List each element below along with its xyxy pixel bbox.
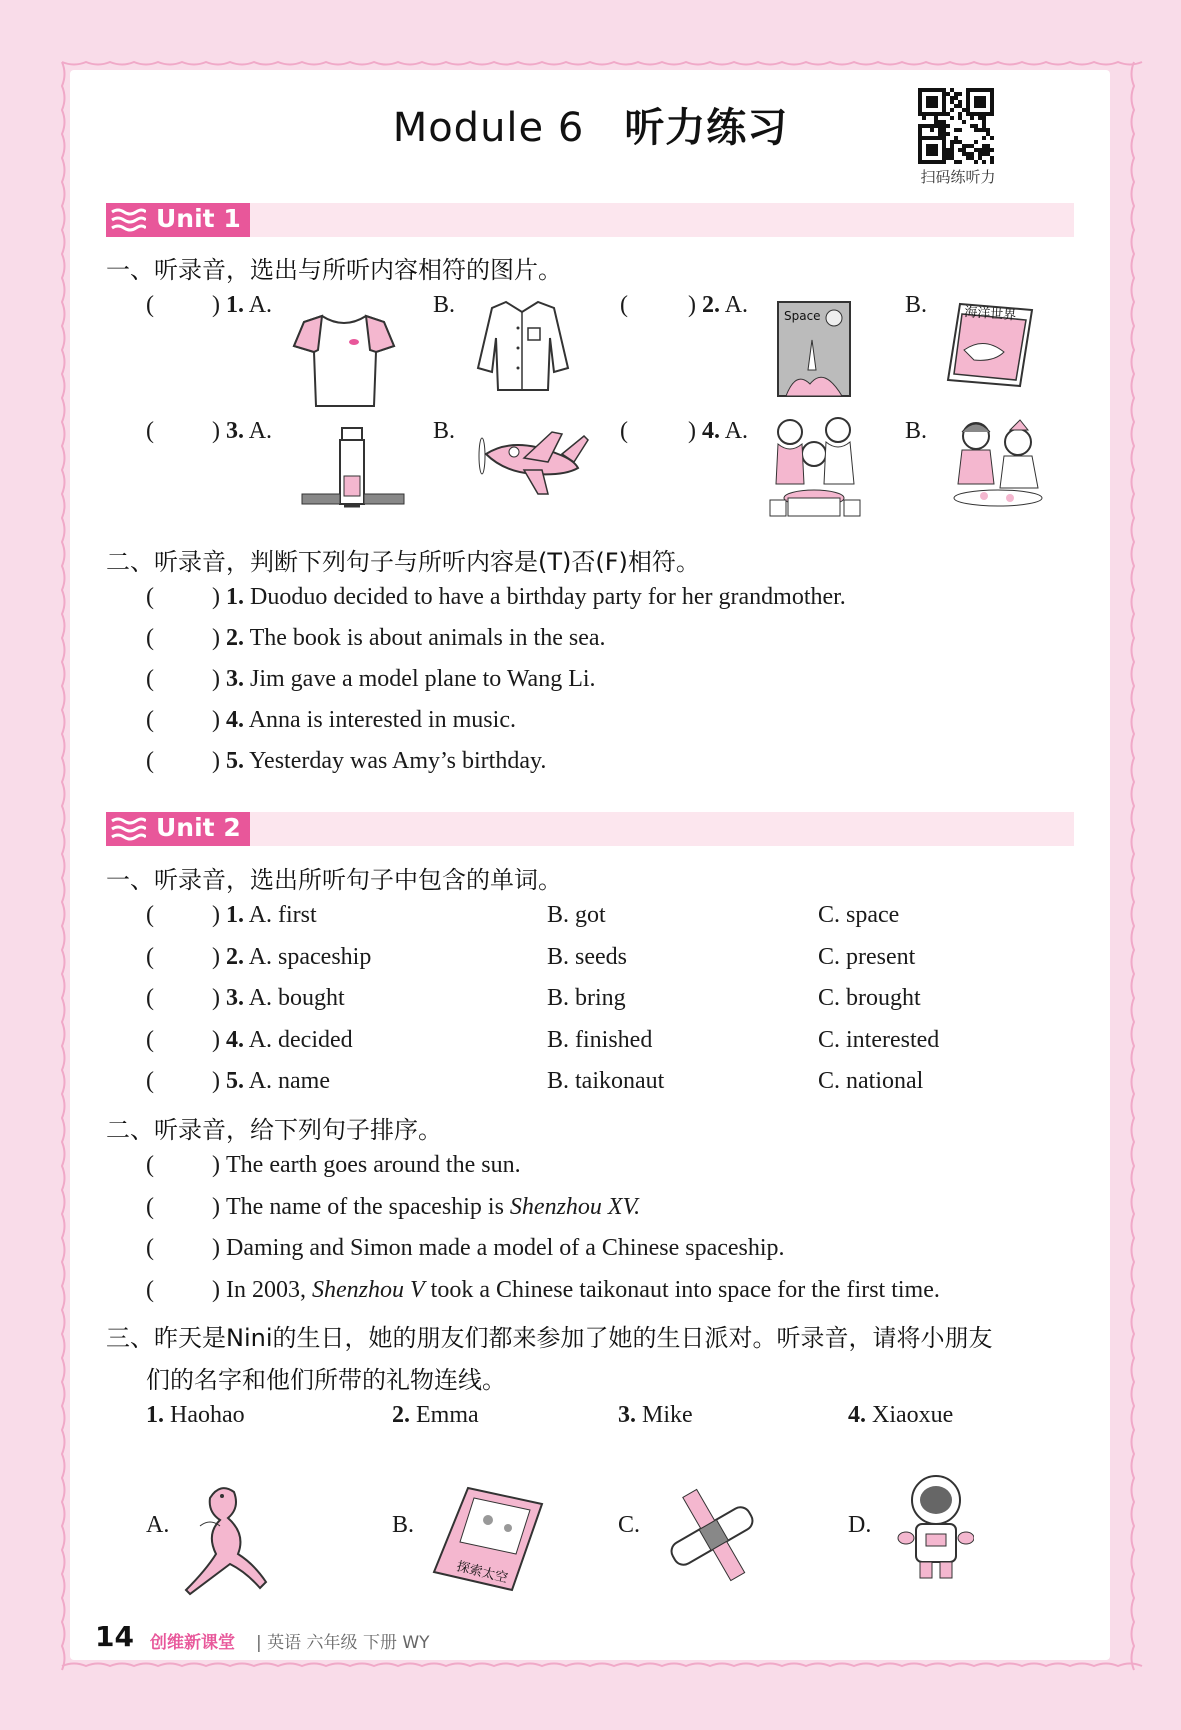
- space-book-gift-icon[interactable]: [430, 1484, 546, 1594]
- gift-c-label: C.: [618, 1512, 641, 1538]
- q-num: 5.: [226, 748, 244, 774]
- q-num: 3.: [226, 666, 244, 692]
- child-name[interactable]: [392, 1402, 479, 1429]
- astronaut-toy-icon[interactable]: [896, 1472, 974, 1584]
- sentence-part: The name of the spaceship is: [226, 1193, 510, 1220]
- child-name[interactable]: [848, 1402, 953, 1429]
- answer-blank[interactable]: (: [620, 418, 628, 444]
- answer-blank[interactable]: (: [146, 707, 154, 733]
- answer-blank[interactable]: (: [146, 292, 154, 318]
- sentence-italic: Shenzhou XV.: [509, 1193, 641, 1220]
- option-a: A. spaceship: [248, 943, 372, 970]
- unit1-part2-heading: 二、听录音，判断下列句子与所听内容是(T)否(F)相符。: [106, 548, 700, 576]
- unit2-part3-heading-cont: 们的名字和他们所带的礼物连线。: [146, 1366, 506, 1394]
- option-a: A.: [724, 292, 749, 318]
- name-text: Xiaoxue: [872, 1402, 954, 1428]
- footer-info: | 英语 六年级 下册 WY: [256, 1633, 430, 1653]
- qr-caption: 扫码练听力: [920, 168, 996, 186]
- gift-b-label: B.: [392, 1512, 415, 1538]
- title-en: Module 6: [392, 105, 585, 151]
- q-num: 4.: [702, 418, 720, 444]
- answer-blank[interactable]: (: [146, 1276, 154, 1303]
- name-text: Emma: [416, 1402, 479, 1428]
- answer-blank[interactable]: (: [146, 902, 154, 928]
- option-a: A. name: [248, 1068, 330, 1094]
- option-b: B. bring: [547, 985, 626, 1011]
- q-num: 3.: [226, 418, 244, 444]
- statement-item: [226, 584, 846, 611]
- footer-brand: 创维新课堂: [150, 1633, 235, 1653]
- q-num: 4.: [226, 707, 244, 733]
- waves-icon: [110, 816, 146, 842]
- answer-blank[interactable]: (: [146, 1152, 154, 1178]
- option-a: A.: [248, 418, 273, 444]
- option-c: C. national: [818, 1068, 924, 1094]
- name-text: Mike: [642, 1402, 693, 1428]
- child-name[interactable]: [146, 1402, 245, 1429]
- name-num: 4.: [848, 1402, 866, 1428]
- option-c: C. brought: [818, 985, 921, 1011]
- ordering-sentence: [226, 1194, 640, 1221]
- word-choice-row: [226, 1027, 353, 1054]
- option-b: B.: [433, 292, 456, 318]
- option-b: B. taikonaut: [547, 1068, 665, 1094]
- couple-party-icon[interactable]: [944, 414, 1052, 510]
- q-num: 5.: [226, 1068, 244, 1094]
- unit1-tag: [106, 203, 250, 237]
- word-choice-row: [226, 902, 317, 929]
- child-name[interactable]: [618, 1402, 693, 1429]
- q-num: 2.: [702, 292, 720, 318]
- statement-item: [226, 666, 596, 693]
- ordering-sentence: [226, 1235, 785, 1262]
- word-choice-row: [226, 985, 345, 1012]
- unit2-part2-heading: 二、听录音，给下列句子排序。: [106, 1116, 442, 1144]
- name-num: 3.: [618, 1402, 636, 1428]
- option-b: B. got: [547, 902, 606, 928]
- spaceship-model-icon[interactable]: [654, 1480, 770, 1592]
- tshirt-icon[interactable]: [292, 310, 396, 410]
- q-num: 1.: [226, 292, 244, 318]
- space-book-title: Space: [784, 309, 821, 323]
- answer-blank[interactable]: (: [146, 666, 154, 692]
- unit2-part3-heading: 三、昨天是Nini的生日，她的朋友们都来参加了她的生日派对。听录音，请将小朋友: [106, 1324, 993, 1352]
- option-a: A.: [248, 292, 273, 318]
- qr-code-icon[interactable]: [918, 88, 994, 164]
- q-num: 3.: [226, 985, 244, 1011]
- answer-blank[interactable]: (: [620, 292, 628, 318]
- title-cn: 听力练习: [624, 105, 789, 151]
- ordering-sentence: [226, 1277, 940, 1304]
- statement-item: [226, 707, 516, 734]
- q-num: 2.: [226, 943, 244, 970]
- q-num: 1.: [226, 584, 244, 610]
- space-book-icon[interactable]: [776, 300, 852, 398]
- answer-blank[interactable]: (: [146, 748, 154, 774]
- option-a: A.: [724, 418, 749, 444]
- unit1-part1-heading: 一、听录音，选出与所听内容相符的图片。: [106, 256, 562, 284]
- statement-text: The book is about animals in the sea.: [249, 625, 606, 651]
- statement-text: Duoduo decided to have a birthday party for her grandmother.: [250, 584, 846, 610]
- q-num: 2.: [226, 625, 244, 651]
- word-choice-row: [226, 944, 371, 971]
- answer-blank[interactable]: (: [146, 985, 154, 1011]
- shirt-icon[interactable]: [472, 298, 572, 394]
- sentence-part: took a Chinese taikonaut into space for the first time.: [424, 1276, 940, 1303]
- answer-blank[interactable]: (: [146, 584, 154, 610]
- option-a: A. first: [248, 902, 317, 928]
- answer-blank[interactable]: (: [146, 1068, 154, 1094]
- option-c: C. present: [818, 943, 916, 970]
- answer-blank[interactable]: (: [146, 1235, 154, 1261]
- space-book-gift-title: 探索太空: [455, 1559, 510, 1587]
- word-choice-row: [226, 1068, 330, 1095]
- unit2-label: Unit 2: [156, 813, 241, 842]
- sentence-part: The earth goes around the sun.: [226, 1152, 521, 1178]
- dragon-toy-icon[interactable]: [180, 1478, 276, 1598]
- option-b: B.: [905, 418, 928, 444]
- statement-item: [226, 748, 546, 775]
- toy-plane-icon[interactable]: [474, 424, 590, 502]
- unit2-part1-heading: 一、听录音，选出所听句子中包含的单词。: [106, 866, 562, 894]
- gift-a-label: A.: [146, 1512, 170, 1538]
- option-a: A. decided: [248, 1026, 353, 1053]
- option-c: C. space: [818, 902, 900, 928]
- ordering-sentence: [226, 1152, 521, 1179]
- page-number: 14: [95, 1620, 134, 1653]
- option-b: B.: [905, 292, 928, 318]
- statement-item: [226, 625, 606, 652]
- waves-icon: [110, 207, 146, 233]
- option-a: A. bought: [248, 985, 345, 1011]
- unit2-bar: [106, 812, 1074, 846]
- answer-blank[interactable]: (: [146, 943, 154, 970]
- sea-book-title: 海洋世界: [963, 305, 1017, 324]
- gift-d-label: D.: [848, 1512, 872, 1538]
- answer-blank[interactable]: (: [146, 625, 154, 651]
- statement-text: Anna is interested in music.: [248, 707, 516, 733]
- option-c: C. interested: [818, 1026, 940, 1053]
- q-num: 4.: [226, 1026, 244, 1053]
- name-num: 1.: [146, 1402, 164, 1428]
- name-num: 2.: [392, 1402, 410, 1428]
- answer-blank[interactable]: (: [146, 418, 154, 444]
- space-station-icon[interactable]: [300, 426, 406, 516]
- unit1-label: Unit 1: [156, 204, 241, 233]
- statement-text: Yesterday was Amy’s birthday.: [249, 748, 547, 774]
- page-title: [0, 96, 1181, 153]
- option-b: B. finished: [547, 1026, 653, 1053]
- family-party-icon[interactable]: [766, 414, 862, 522]
- name-text: Haohao: [170, 1402, 245, 1428]
- option-b: B.: [433, 418, 456, 444]
- sea-book-icon[interactable]: [944, 300, 1034, 390]
- unit2-tag: [106, 812, 250, 846]
- q-num: 1.: [226, 902, 244, 928]
- sentence-italic: Shenzhou V: [312, 1276, 425, 1303]
- answer-blank[interactable]: (: [146, 1026, 154, 1053]
- unit1-bar: [106, 203, 1074, 237]
- statement-text: Jim gave a model plane to Wang Li.: [250, 666, 596, 692]
- sentence-part: Daming and Simon made a model of a Chinese spaceship.: [226, 1235, 785, 1261]
- answer-blank[interactable]: (: [146, 1193, 154, 1220]
- sentence-part: In 2003,: [226, 1276, 312, 1303]
- option-b: B. seeds: [547, 943, 627, 970]
